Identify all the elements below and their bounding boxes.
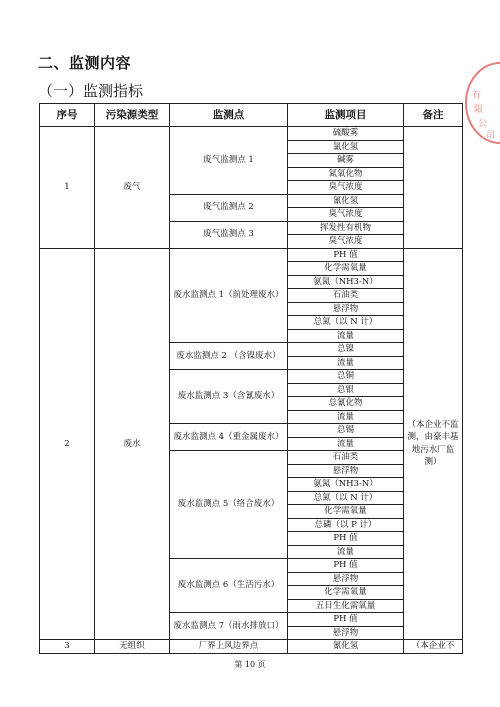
cell-monitoring-item: 氨氮（NH3-N）	[288, 275, 404, 289]
svg-text:司: 司	[486, 131, 496, 141]
cell-monitoring-point: 废水监测点 1（前处理废水）	[170, 248, 288, 343]
svg-text:限: 限	[474, 105, 484, 115]
header-point: 监测点	[170, 104, 288, 127]
cell-monitoring-item: 氯化氢	[288, 140, 404, 154]
cell-monitoring-item: 硫酸雾	[288, 127, 404, 141]
table-body	[40, 127, 463, 654]
svg-text:公: 公	[478, 119, 488, 129]
cell-monitoring-item: 悬浮物	[288, 302, 404, 316]
cell-monitoring-item: 总银	[288, 383, 404, 397]
cell-monitoring-item: 臭气浓度	[288, 208, 404, 222]
header-remark: 备注	[404, 104, 463, 127]
cell-monitoring-item: 碱雾	[288, 154, 404, 168]
cell-monitoring-point: 废气监测点 1	[170, 127, 288, 195]
cell-monitoring-item: 总氮（以 N 计）	[288, 491, 404, 505]
table-header-row	[40, 104, 463, 127]
cell-monitoring-item: 总锡	[288, 424, 404, 438]
cell-seq: 1	[40, 127, 95, 249]
cell-seq: 2	[40, 248, 95, 640]
table-row	[40, 127, 463, 141]
cell-monitoring-point: 废气监测点 3	[170, 221, 288, 248]
cell-monitoring-point: 废气监测点 2	[170, 194, 288, 221]
cell-monitoring-item: 总磷（以 P 计）	[288, 518, 404, 532]
cell-monitoring-item: 臭气浓度	[288, 235, 404, 249]
monitoring-table	[39, 103, 463, 654]
cell-monitoring-point: 废水监测点 7（雨水排放口）	[170, 613, 288, 640]
cell-monitoring-item: 流量	[288, 329, 404, 343]
cell-monitoring-item: 化学需氧量	[288, 262, 404, 276]
cell-monitoring-point: 废水监测点 6（生活污水）	[170, 559, 288, 613]
cell-monitoring-item: 化学需氧量	[288, 505, 404, 519]
cell-monitoring-item: 氨氮（NH3-N）	[288, 478, 404, 492]
cell-monitoring-item: 氰化氢	[288, 194, 404, 208]
cell-monitoring-item: 悬浮物	[288, 572, 404, 586]
table-row	[40, 248, 463, 262]
cell-monitoring-item: PH 值	[288, 532, 404, 546]
cell-monitoring-item: 流量	[288, 410, 404, 424]
cell-monitoring-point: 废水监测点 2 （含镍废水）	[170, 343, 288, 370]
cell-source-type: 废气	[95, 127, 170, 249]
cell-monitoring-item: 总铜	[288, 370, 404, 384]
header-type: 污染源类型	[95, 104, 170, 127]
section-heading: 二、监测内容	[38, 54, 132, 72]
header-seq: 序号	[40, 104, 95, 127]
cell-seq: 3	[40, 640, 95, 654]
company-seal-stamp	[462, 58, 500, 148]
cell-remark	[404, 127, 463, 249]
cell-monitoring-item: 总氮（以 N 计）	[288, 316, 404, 330]
cell-monitoring-point: 废水监测点 4（重金属废水）	[170, 424, 288, 451]
page-number: 第 10 页	[234, 660, 266, 669]
cell-monitoring-item: PH 值	[288, 248, 404, 262]
cell-source-type: 无组织	[95, 640, 170, 654]
cell-monitoring-item: 悬浮物	[288, 464, 404, 478]
subsection-heading: （一）监测指标	[38, 82, 144, 100]
header-item: 监测项目	[288, 104, 404, 127]
cell-monitoring-item: 总镍	[288, 343, 404, 357]
cell-monitoring-item: PH 值	[288, 613, 404, 627]
cell-monitoring-item: 石油类	[288, 451, 404, 465]
cell-monitoring-item: 挥发性有机物	[288, 221, 404, 235]
cell-monitoring-item: 氮氧化物	[288, 167, 404, 181]
cell-monitoring-item: 石油类	[288, 289, 404, 303]
cell-monitoring-item: PH 值	[288, 559, 404, 573]
cell-monitoring-item: 流量	[288, 545, 404, 559]
cell-remark: （本企业不	[404, 640, 463, 654]
table-row	[40, 640, 463, 654]
cell-monitoring-item: 流量	[288, 356, 404, 370]
cell-monitoring-item: 流量	[288, 437, 404, 451]
cell-monitoring-item: 总氰化物	[288, 397, 404, 411]
cell-monitoring-item: 五日生化需氧量	[288, 599, 404, 613]
cell-monitoring-point: 废水监测点 5（络合废水）	[170, 451, 288, 559]
cell-source-type: 废水	[95, 248, 170, 640]
cell-monitoring-item: 化学需氧量	[288, 586, 404, 600]
cell-monitoring-point: 厂界上风边界点	[170, 640, 288, 654]
cell-remark: （本企业不监测，由豪丰基地污水厂监测）	[404, 248, 463, 640]
cell-monitoring-item: 氰化氢	[288, 640, 404, 654]
cell-monitoring-point: 废水监测点 3（含氰废水）	[170, 370, 288, 424]
svg-text:有: 有	[472, 91, 482, 101]
cell-monitoring-item: 悬浮物	[288, 626, 404, 640]
cell-monitoring-item: 臭气浓度	[288, 181, 404, 195]
